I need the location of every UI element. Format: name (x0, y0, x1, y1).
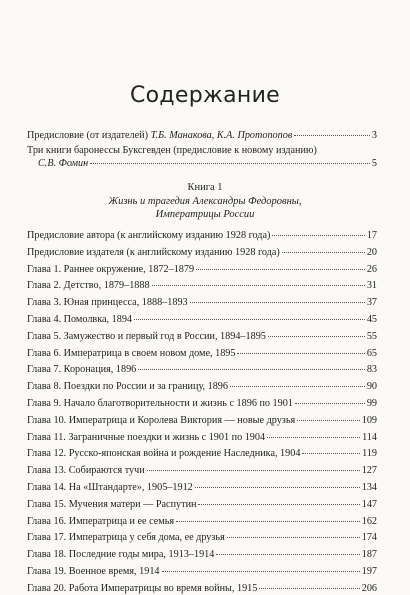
toc-entry-text: Глава 15. Мучения матери — Распутин (27, 498, 197, 510)
dot-leader (196, 269, 365, 270)
toc-page-number: 134 (361, 482, 377, 493)
toc-entry[interactable] (27, 347, 377, 360)
dot-leader (134, 319, 365, 320)
toc-entry-text: Глава 3. Юная принцесса, 1888–1893 (27, 297, 188, 309)
toc-page-number: 45 (366, 314, 377, 325)
toc-entry-text: Глава 19. Военное время, 1914 (27, 566, 160, 577)
toc-entry-text: Глава 7. Коронация, 1896 (27, 364, 137, 376)
toc-page-number: 3 (371, 130, 377, 141)
dot-leader (138, 369, 365, 370)
toc-page-number: 109 (361, 414, 377, 426)
dot-leader (195, 487, 360, 488)
toc-entry[interactable] (27, 515, 377, 528)
toc-entry[interactable] (27, 330, 377, 343)
toc-entry-text: Глава 4. Помолвка, 1894 (27, 314, 133, 325)
toc-entry-text (27, 129, 292, 142)
dot-leader (90, 163, 370, 164)
dot-leader (147, 470, 360, 471)
toc-page-number: 26 (366, 263, 377, 275)
dot-leader (227, 537, 360, 538)
toc-page-number: 65 (366, 347, 377, 359)
toc-entry-text: Предисловие автора (к английскому изданию 1928 года) (27, 230, 271, 241)
toc-entry[interactable] (27, 363, 377, 376)
toc-entry[interactable] (27, 582, 377, 595)
toc-entry[interactable] (27, 531, 377, 544)
dot-leader (259, 588, 359, 589)
dot-leader (295, 403, 365, 404)
toc-page-number: 127 (361, 465, 377, 477)
dot-leader (198, 504, 359, 505)
toc-entry[interactable] (27, 498, 377, 511)
toc-entry-text: Глава 12. Русско-японская война и рождение Наследника, 1904 (27, 448, 301, 460)
dot-leader (176, 521, 360, 522)
page-title: Содержание (129, 83, 281, 108)
toc-entry-authors: С.В. Фомин (38, 158, 89, 169)
toc-page-number: 99 (366, 398, 377, 409)
toc-entry-text: Глава 13. Собираются тучи (27, 465, 145, 477)
toc-page-number: 147 (361, 498, 377, 510)
toc-entry-text: Глава 16. Императрица и ее семья (27, 515, 175, 527)
toc-entry[interactable] (27, 431, 377, 444)
toc-entry[interactable] (27, 481, 377, 494)
toc-page-number: 119 (362, 448, 377, 460)
toc-entry-text: Глава 10. Императрица и Королева Виктория — новые друзья (27, 414, 296, 426)
toc-page-number: 37 (366, 297, 377, 309)
dot-leader (272, 235, 364, 236)
toc-entry-text: Глава 8. Поездки по России и за границу, 1896 (27, 381, 228, 393)
toc-page-number: 114 (362, 431, 377, 443)
toc-page-number: 20 (366, 246, 377, 258)
toc-entry-text: Глава 2. Детство, 1879–1888 (27, 280, 150, 292)
dot-leader (267, 437, 360, 438)
toc-entry[interactable] (27, 447, 377, 460)
dot-leader (152, 285, 365, 286)
dot-leader (297, 420, 360, 421)
toc-page-number: 17 (366, 230, 377, 241)
toc-entry-text: Предисловие издателя (к английскому изданию 1928 года) (27, 246, 280, 258)
toc-entry-preface-new-edition[interactable] (38, 157, 377, 170)
toc-entry-text: Глава 20. Работа Императрицы во время войны, 1915 (27, 582, 258, 594)
toc-entry[interactable] (27, 313, 377, 326)
toc-page-number: 197 (361, 566, 377, 577)
dot-leader (282, 252, 365, 253)
toc-entry[interactable] (27, 397, 377, 410)
toc-entry[interactable] (27, 464, 377, 477)
toc-page-number: 83 (366, 364, 377, 376)
book-label: Книга 1 (187, 182, 223, 193)
dot-leader (268, 336, 365, 337)
book-subtitle (0, 196, 410, 221)
toc-page-number: 31 (366, 280, 377, 292)
toc-entry-text: Глава 1. Раннее окружение, 1872–1879 (27, 263, 195, 275)
toc-entry[interactable] (27, 279, 377, 292)
toc-entry-text: Глава 11. Заграничные поездки и жизнь с 1901 по 1904 (27, 431, 266, 443)
toc-entry[interactable] (27, 246, 377, 259)
toc-page-number: 206 (361, 582, 377, 594)
toc-page-number: 90 (366, 381, 377, 393)
dot-leader (294, 135, 370, 136)
dot-leader (190, 302, 365, 303)
toc-entry-label: Предисловие (от издателей) (27, 130, 151, 141)
toc-entry[interactable] (27, 263, 377, 276)
book-subtitle-line2: Императрицы России (155, 208, 255, 220)
toc-entry-text: Глава 18. Последние годы мира, 1913–1914 (27, 549, 215, 561)
toc-page-number: 5 (371, 158, 377, 169)
toc-entry[interactable] (27, 229, 377, 242)
dot-leader (302, 453, 360, 454)
toc-entry-text: Глава 9. Начало благотворительности и жизнь с 1896 по 1901 (27, 398, 293, 409)
dot-leader (237, 353, 364, 354)
toc-entry-text: Глава 17. Императрица у себя дома, ее друзья (27, 532, 225, 544)
dot-leader (162, 571, 360, 572)
toc-page-number: 187 (361, 549, 377, 561)
dot-leader (230, 386, 365, 387)
toc-page-number: 174 (361, 532, 377, 544)
book-subtitle-line1: Жизнь и трагедия Александры Федоровны, (108, 196, 302, 207)
toc-entry-text: Глава 6. Императрица в своем новом доме, 1895 (27, 347, 236, 359)
toc-entry-text: Глава 5. Замужество и первый год в России, 1894–1895 (27, 330, 266, 342)
toc-entry-preface-new-edition-line1[interactable]: Три книги баронессы Буксгевден (предисловие к новому изданию) (27, 145, 317, 156)
toc-entry[interactable] (27, 565, 377, 578)
toc-page-number: 55 (366, 330, 377, 342)
toc-entry[interactable] (27, 380, 377, 393)
toc-entry-authors: Т.Б. Манакова, К.А. Протопопов (150, 130, 293, 141)
toc-entry[interactable] (27, 296, 377, 309)
toc-entry[interactable] (27, 414, 377, 427)
toc-entry-text: Глава 14. На «Штандарте», 1905–1912 (27, 482, 193, 493)
toc-entry-preface-publishers[interactable] (27, 129, 377, 142)
toc-page-number: 162 (361, 515, 377, 527)
